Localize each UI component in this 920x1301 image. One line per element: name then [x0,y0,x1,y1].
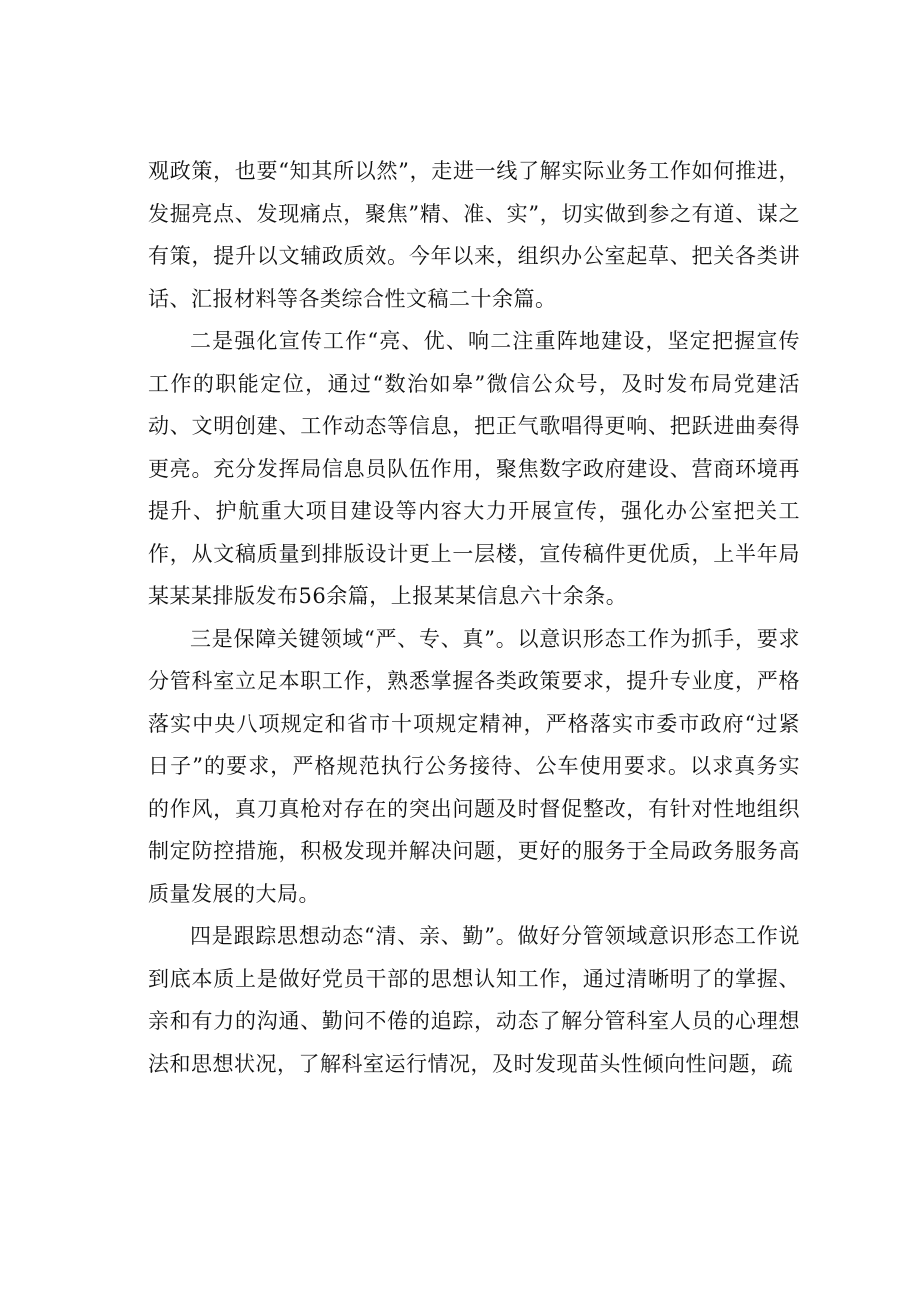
paragraph-key-areas: 三是保障关键领域“严、专、真”。以意识形态工作为抓手，要求分管科室立足本职工作，熟悉掌握各类政策要求，提升专业度，严格落实中央八项规定和省市十项规定精神，严格落实市委市政府“过紧日子”的要求，严格规范执行公务接待、公车使用要求。以求真务实的作风，真刀真枪对存在的突出问题及时督促整改，有针对性地组织制定防控措施，积极发现并解决问题，更好的服务于全局政务服务高质量发展的大局。 [148,626,800,906]
paragraph-publicity-work: 二是强化宣传工作“亮、优、响二注重阵地建设，坚定把握宣传工作的职能定位，通过“数治如皋”微信公众号，及时发布局党建活动、文明创建、工作动态等信息，把正气歌唱得更响、把跃进曲奏得更亮。充分发挥局信息员队伍作用，聚焦数字政府建设、营商环境再提升、护航重大项目建设等内容大力开展宣传，强化办公室把关工作，从文稿质量到排版设计更上一层楼，宣传稿件更优质，上半年局某某某排版发布56余篇，上报某某信息六十余条。 [148,329,800,608]
paragraph-policy-continuation: 观政策，也要“知其所以然”，走进一线了解实际业务工作如何推进，发掘亮点、发现痛点，聚焦”精、准、实”，切实做到参之有道、谋之有策，提升以文辅政质效。今年以来，组织办公室起草、把关各类讲话、汇报材料等各类综合性文稿二十余篇。 [148,159,800,311]
document-body [148,150,800,1085]
paragraph-ideological-tracking: 四是跟踪思想动态“清、亲、勤”。做好分管领域意识形态工作说到底本质上是做好党员干部的思想认知工作，通过清晰明了的掌握、亲和有力的沟通、勤问不倦的追踪，动态了解分管科室人员的心理想法和思想状况，了解科室运行情况，及时发现苗头性倾向性问题，疏 [148,924,800,1076]
